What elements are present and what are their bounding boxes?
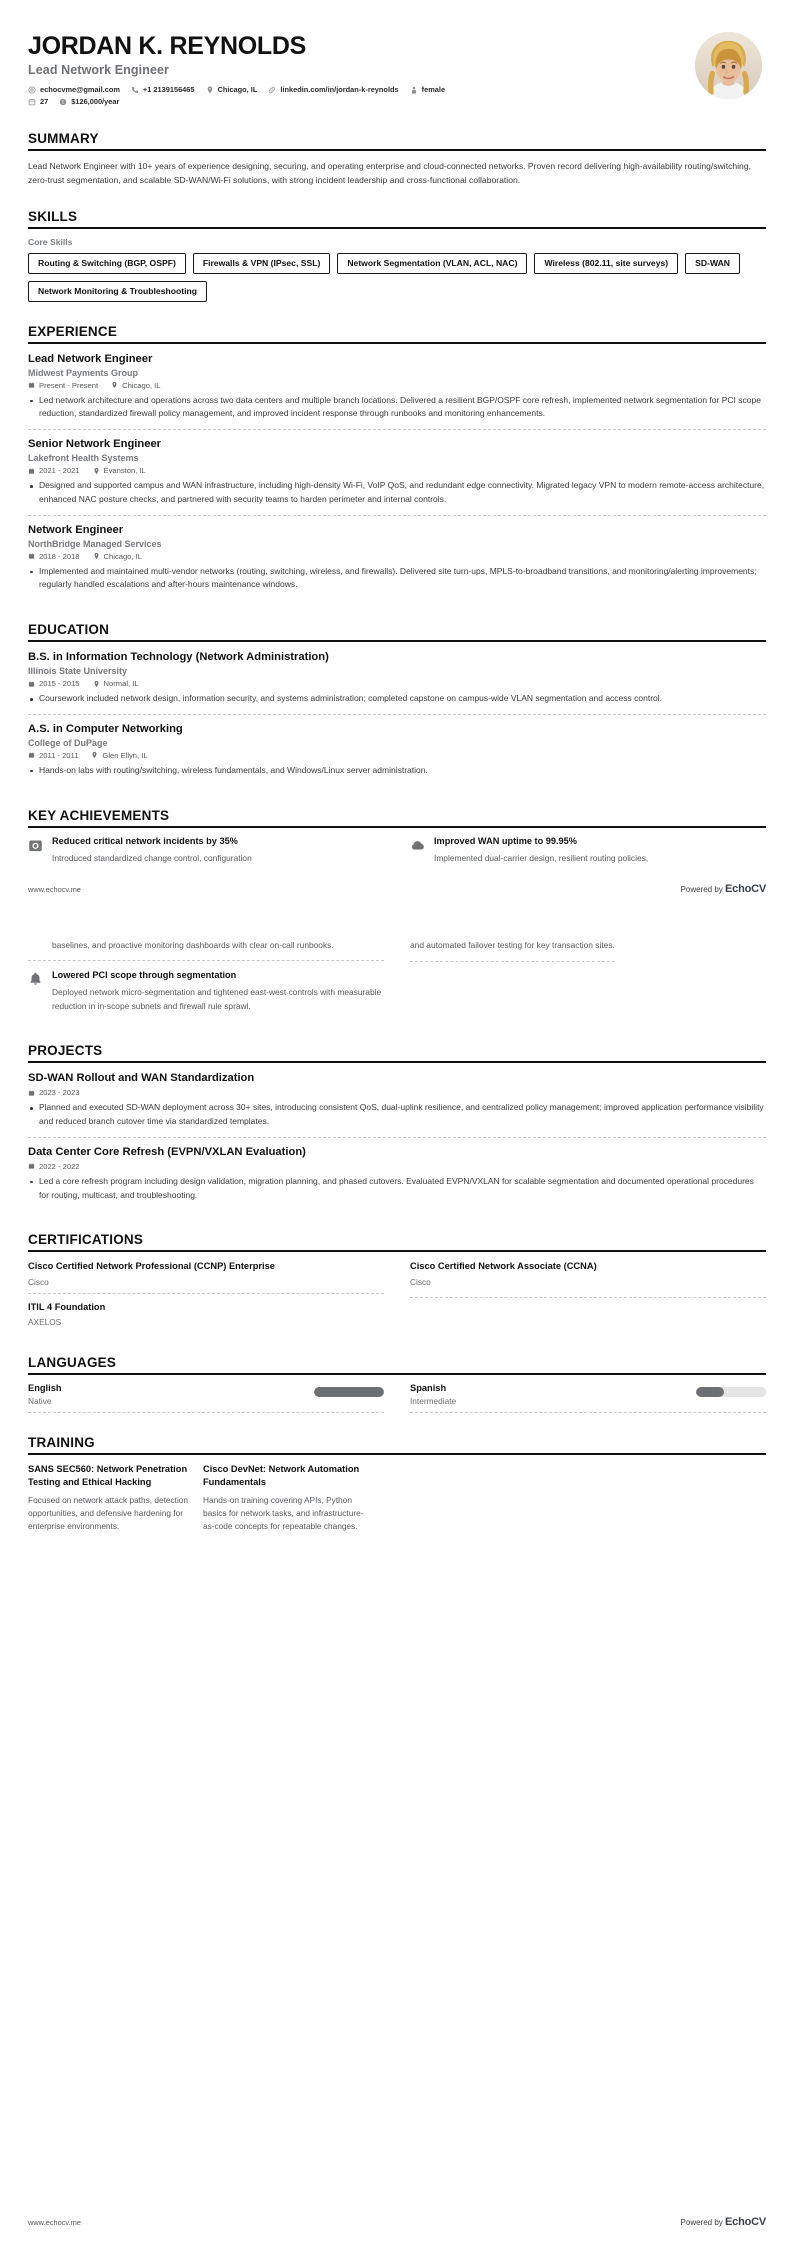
entry-meta [28, 381, 766, 390]
section-key-achievements-continued [0, 939, 794, 1021]
footer-url[interactable]: www.echocv.me [28, 2217, 81, 2227]
camera-icon [28, 837, 43, 854]
entry-dates-text: 2022 - 2022 [39, 1161, 80, 1171]
calendar-icon [28, 1162, 35, 1170]
contact-line-primary [28, 85, 695, 94]
bullet-item: Planned and executed SD-WAN deployment across 30+ sites, introducing consistent QoS, dual-uplink resilience, and centralized policy management; improved application performance visibility and reduced branch cutover time via standardized templates. [28, 1101, 766, 1129]
location-icon [91, 751, 98, 759]
section-divider [28, 342, 766, 344]
header-job-title: Lead Network Engineer [28, 63, 170, 77]
skill-chip: SD-WAN [685, 253, 740, 274]
contact-email-text: echocvme@gmail.com [40, 85, 120, 94]
section-divider [28, 826, 766, 828]
entry-dates-text: 2021 - 2021 [39, 466, 80, 476]
link-icon [268, 86, 276, 94]
languages-grid [28, 1383, 766, 1413]
language-name: Spanish [410, 1383, 447, 1394]
section-divider [28, 1061, 766, 1063]
page-footer [0, 2216, 794, 2228]
training-heading: TRAINING [28, 1435, 95, 1451]
entry-dates-text: 2018 - 2018 [39, 551, 80, 561]
page-break-gap [0, 895, 794, 939]
entry-title: SD-WAN Rollout and WAN Standardization [28, 1072, 255, 1085]
calendar-icon [28, 381, 35, 389]
achievements-column-left [28, 939, 384, 1021]
skills-group-label: Core Skills [28, 237, 73, 248]
achievement-body [434, 836, 648, 865]
skills-chip-list [28, 253, 766, 301]
experience-entry [28, 429, 766, 515]
contact-phone[interactable] [131, 85, 195, 94]
achievement-item-continued [410, 939, 766, 970]
footer-url[interactable]: www.echocv.me [28, 884, 81, 894]
training-desc: Focused on network attack paths, detection opportunities, and defensive hardening for enterprise environments. [28, 1494, 189, 1532]
achievements-grid [28, 836, 766, 873]
skill-chip: Network Monitoring & Troubleshooting [28, 281, 207, 302]
entry-dates [28, 1088, 80, 1097]
calendar-icon [28, 680, 35, 688]
entry-dates [28, 552, 80, 561]
achievements-column-right [410, 939, 766, 1021]
salary-icon [59, 98, 67, 106]
header-text-block [28, 30, 695, 109]
calendar-icon [28, 552, 35, 560]
project-entry [28, 1137, 766, 1211]
certification-issuer: AXELOS [28, 1317, 62, 1328]
entry-organization: NorthBridge Managed Services [28, 538, 162, 549]
contact-age [28, 97, 48, 106]
footer-brand: EchoCV [725, 2216, 766, 2228]
training-item [203, 1463, 368, 1533]
project-entry [28, 1071, 766, 1137]
experience-entry [28, 352, 766, 430]
entry-title: Lead Network Engineer [28, 352, 153, 365]
footer-powered-by [681, 2216, 766, 2228]
languages-heading: LANGUAGES [28, 1355, 117, 1371]
achievement-desc: and automated failover testing for key transaction sites. [410, 939, 615, 962]
entry-organization: College of DuPage [28, 737, 108, 748]
bullet-item: Designed and supported campus and WAN infrastructure, including high-density Wi-Fi, VoIP QoS, and redundant edge connectivity. Migrated legacy VPN to modern remote-access architecture, enhanced NAC posture checks, and partnered with security teams to harden perimeter and internal controls. [28, 479, 766, 507]
footer-brand: EchoCV [725, 883, 766, 896]
footer-powered-prefix: Powered by [680, 2218, 726, 2227]
contact-line-secondary [28, 97, 695, 106]
education-entry [28, 650, 766, 714]
footer-powered-by [681, 883, 766, 895]
achievement-body [52, 836, 252, 865]
language-level: Intermediate [410, 1396, 457, 1407]
entry-organization: Lakefront Health Systems [28, 453, 139, 464]
entry-bullets [28, 479, 766, 507]
entry-location [91, 751, 147, 760]
entry-location-text: Chicago, IL [103, 551, 142, 561]
certification-name: Cisco Certified Network Associate (CCNA) [410, 1261, 597, 1272]
achievement-desc: baselines, and proactive monitoring dashboards with clear on-call runbooks. [52, 940, 334, 951]
entry-location [93, 679, 139, 688]
bullet-item: Hands-on labs with routing/switching, wireless fundamentals, and Windows/Linux server administration. [28, 764, 766, 778]
section-experience [0, 324, 794, 601]
certification-item [28, 1260, 384, 1293]
entry-meta [28, 679, 766, 688]
contact-gender [410, 85, 445, 94]
section-languages [0, 1355, 794, 1413]
contact-linkedin[interactable] [268, 85, 398, 94]
achievement-body [52, 939, 334, 952]
entry-dates-text: 2011 - 2011 [39, 750, 79, 760]
entry-bullets [28, 565, 766, 593]
entry-location [93, 552, 142, 561]
entry-bullets [28, 1101, 766, 1129]
achievements-heading: KEY ACHIEVEMENTS [28, 807, 170, 823]
language-proficiency-bar [696, 1387, 766, 1397]
resume-header [0, 0, 794, 109]
experience-entry [28, 515, 766, 601]
certification-name: Cisco Certified Network Professional (CCNP) Enterprise [28, 1261, 275, 1272]
bullet-item: Coursework included network design, information security, and systems administration; completed capstone on campus-wide VLAN segmentation and access control. [28, 692, 766, 706]
certification-item [410, 1260, 766, 1298]
entry-dates-text: 2015 - 2015 [39, 679, 80, 689]
location-icon [93, 680, 100, 688]
language-item [410, 1383, 766, 1413]
achievements-column-right [410, 836, 766, 873]
entry-dates [28, 679, 80, 688]
achievement-item [28, 960, 384, 1021]
page-break-footer [0, 883, 794, 895]
training-name: Cisco DevNet: Network Automation Fundamentals [203, 1464, 360, 1488]
entry-meta [28, 1088, 766, 1097]
location-icon [93, 552, 100, 560]
achievement-item-continued [28, 939, 384, 960]
training-desc: Hands-on training covering APIs, Python basics for network tasks, and infrastructure-as-code concepts for repeatable changes. [203, 1494, 364, 1532]
achievements-column-left [28, 836, 384, 873]
entry-title: B.S. in Information Technology (Network Administration) [28, 651, 329, 664]
entry-location-text: Normal, IL [103, 679, 139, 689]
entry-title: Data Center Core Refresh (EVPN/VXLAN Evaluation) [28, 1145, 306, 1158]
achievement-item [28, 836, 384, 873]
section-divider [28, 1453, 766, 1455]
email-icon [28, 86, 36, 94]
location-icon [111, 381, 118, 389]
calendar-icon [28, 467, 35, 475]
skills-heading: SKILLS [28, 209, 78, 225]
certification-item [28, 1293, 384, 1334]
calendar-icon [28, 1089, 35, 1097]
section-summary [0, 131, 794, 187]
entry-title: Senior Network Engineer [28, 438, 162, 451]
skill-chip: Firewalls & VPN (IPsec, SSL) [193, 253, 331, 274]
calendar-icon [28, 98, 36, 106]
entry-dates [28, 466, 80, 475]
achievement-title: Lowered PCI scope through segmentation [52, 970, 237, 981]
bullet-item: Implemented and maintained multi-vendor networks (routing, switching, wireless, and firewalls). Delivered site turn-ups, MPLS-to-broadband transitions, and monitoring/alerting improvements; regularly handled escalations and after-hours maintenance windows. [28, 565, 766, 593]
education-heading: EDUCATION [28, 622, 110, 638]
training-item [28, 1463, 193, 1533]
location-icon [93, 467, 100, 475]
entry-meta [28, 466, 766, 475]
language-name: English [28, 1383, 62, 1394]
certifications-grid [28, 1260, 766, 1333]
skill-chip: Wireless (802.11, site surveys) [534, 253, 678, 274]
entry-location [111, 381, 160, 390]
entry-title: Network Engineer [28, 523, 124, 536]
cloud-icon [410, 837, 425, 854]
achievement-desc: Implemented dual-carrier design, resilient routing policies, [434, 852, 649, 863]
bell-icon [28, 971, 43, 988]
entry-meta [28, 552, 766, 561]
achievements-grid-continued [28, 939, 766, 1021]
entry-bullets [28, 764, 766, 778]
entry-bullets [28, 1175, 766, 1203]
certification-issuer: Cisco [410, 1276, 431, 1287]
achievement-body [52, 970, 384, 1013]
achievement-title: Reduced critical network incidents by 35% [52, 835, 238, 846]
achievement-title: Improved WAN uptime to 99.95% [434, 835, 577, 846]
education-entry [28, 714, 766, 786]
entry-meta [28, 751, 766, 760]
calendar-icon [28, 751, 35, 759]
entry-dates [28, 1162, 80, 1171]
entry-title: A.S. in Computer Networking [28, 722, 183, 735]
experience-heading: EXPERIENCE [28, 323, 118, 339]
entry-location-text: Chicago, IL [122, 380, 161, 390]
section-divider [28, 640, 766, 642]
language-proficiency-fill [696, 1387, 724, 1397]
section-divider [28, 1250, 766, 1252]
certifications-column-right [410, 1260, 766, 1333]
bullet-item: Led network architecture and operations across two data centers and multiple branch locations. Delivered a resilient BGP/OSPF core refresh, implemented network segmentation for PCI scope reduction, standardized firewall policy management, and improved incident response through runbooks and monitoring enhancements. [28, 394, 766, 422]
entry-dates [28, 381, 98, 390]
section-divider [28, 149, 766, 151]
contact-location-text: Chicago, IL [217, 85, 258, 94]
entry-location-text: Glen Ellyn, IL [102, 750, 148, 760]
language-proficiency-fill [314, 1387, 384, 1397]
section-key-achievements [0, 808, 794, 873]
skill-chip: Network Segmentation (VLAN, ACL, NAC) [337, 253, 527, 274]
entry-bullets [28, 394, 766, 422]
person-icon [410, 86, 418, 94]
contact-salary-text: $126,000/year [71, 97, 120, 106]
achievement-body [410, 939, 615, 962]
contact-phone-text: +1 2139156465 [142, 85, 195, 94]
section-skills [0, 209, 794, 301]
contact-details [28, 85, 695, 106]
entry-dates-text: Present - Present [39, 380, 99, 390]
contact-location [206, 85, 258, 94]
contact-gender-text: female [421, 85, 446, 94]
avatar [695, 32, 762, 99]
contact-linkedin-text: linkedin.com/in/jordan-k-reynolds [280, 85, 399, 94]
training-grid [28, 1463, 766, 1533]
contact-age-text: 27 [40, 97, 49, 106]
bullet-item: Led a core refresh program including design validation, migration planning, and phased cutovers. Evaluated EVPN/VXLAN for scalable segmentation and documented operational procedures for routing, multicast, and troubleshooting. [28, 1175, 766, 1203]
achievement-item [410, 836, 766, 873]
section-education [0, 622, 794, 786]
entry-location-text: Evanston, IL [103, 466, 146, 476]
summary-text: Lead Network Engineer with 10+ years of experience designing, securing, and operating enterprise and cloud-connected networks. Proven record delivering high-availability routing/switching, zero-trust segmentation, and scalable SD-WAN/Wi-Fi solutions, with strong incident leadership and cross-functional collaboration. [28, 161, 752, 186]
entry-dates [28, 751, 78, 760]
certifications-column-left [28, 1260, 384, 1333]
entry-dates-text: 2023 - 2023 [39, 1088, 80, 1098]
language-text [410, 1383, 456, 1406]
entry-organization: Midwest Payments Group [28, 367, 139, 378]
entry-organization: Illinois State University [28, 666, 128, 677]
skill-chip: Routing & Switching (BGP, OSPF) [28, 253, 186, 274]
section-training [0, 1435, 794, 1533]
projects-heading: PROJECTS [28, 1043, 103, 1059]
training-name: SANS SEC560: Network Penetration Testing and Ethical Hacking [28, 1464, 188, 1488]
location-icon [206, 86, 214, 94]
language-level: Native [28, 1396, 52, 1407]
language-proficiency-bar [314, 1387, 384, 1397]
summary-heading: SUMMARY [28, 131, 99, 146]
section-divider [28, 1373, 766, 1375]
footer-powered-prefix: Powered by [680, 885, 726, 895]
certification-issuer: Cisco [28, 1276, 49, 1287]
contact-salary [59, 97, 119, 106]
phone-icon [131, 86, 139, 94]
achievement-desc: Introduced standardized change control, configuration [52, 852, 252, 863]
page-title: JORDAN K. REYNOLDS [28, 32, 306, 60]
language-item [28, 1383, 384, 1413]
section-certifications [0, 1232, 794, 1333]
entry-bullets [28, 692, 766, 706]
section-divider [28, 227, 766, 229]
language-text [28, 1383, 62, 1406]
section-projects [0, 1043, 794, 1210]
entry-location [93, 466, 146, 475]
certifications-heading: CERTIFICATIONS [28, 1232, 144, 1248]
entry-meta [28, 1162, 766, 1171]
certification-name: ITIL 4 Foundation [28, 1301, 106, 1312]
achievement-desc: Deployed network micro-segmentation and tightened east-west controls with measurable reduction in in-scope subnets and firewall rule sprawl. [52, 987, 382, 1011]
contact-email[interactable] [28, 85, 120, 94]
